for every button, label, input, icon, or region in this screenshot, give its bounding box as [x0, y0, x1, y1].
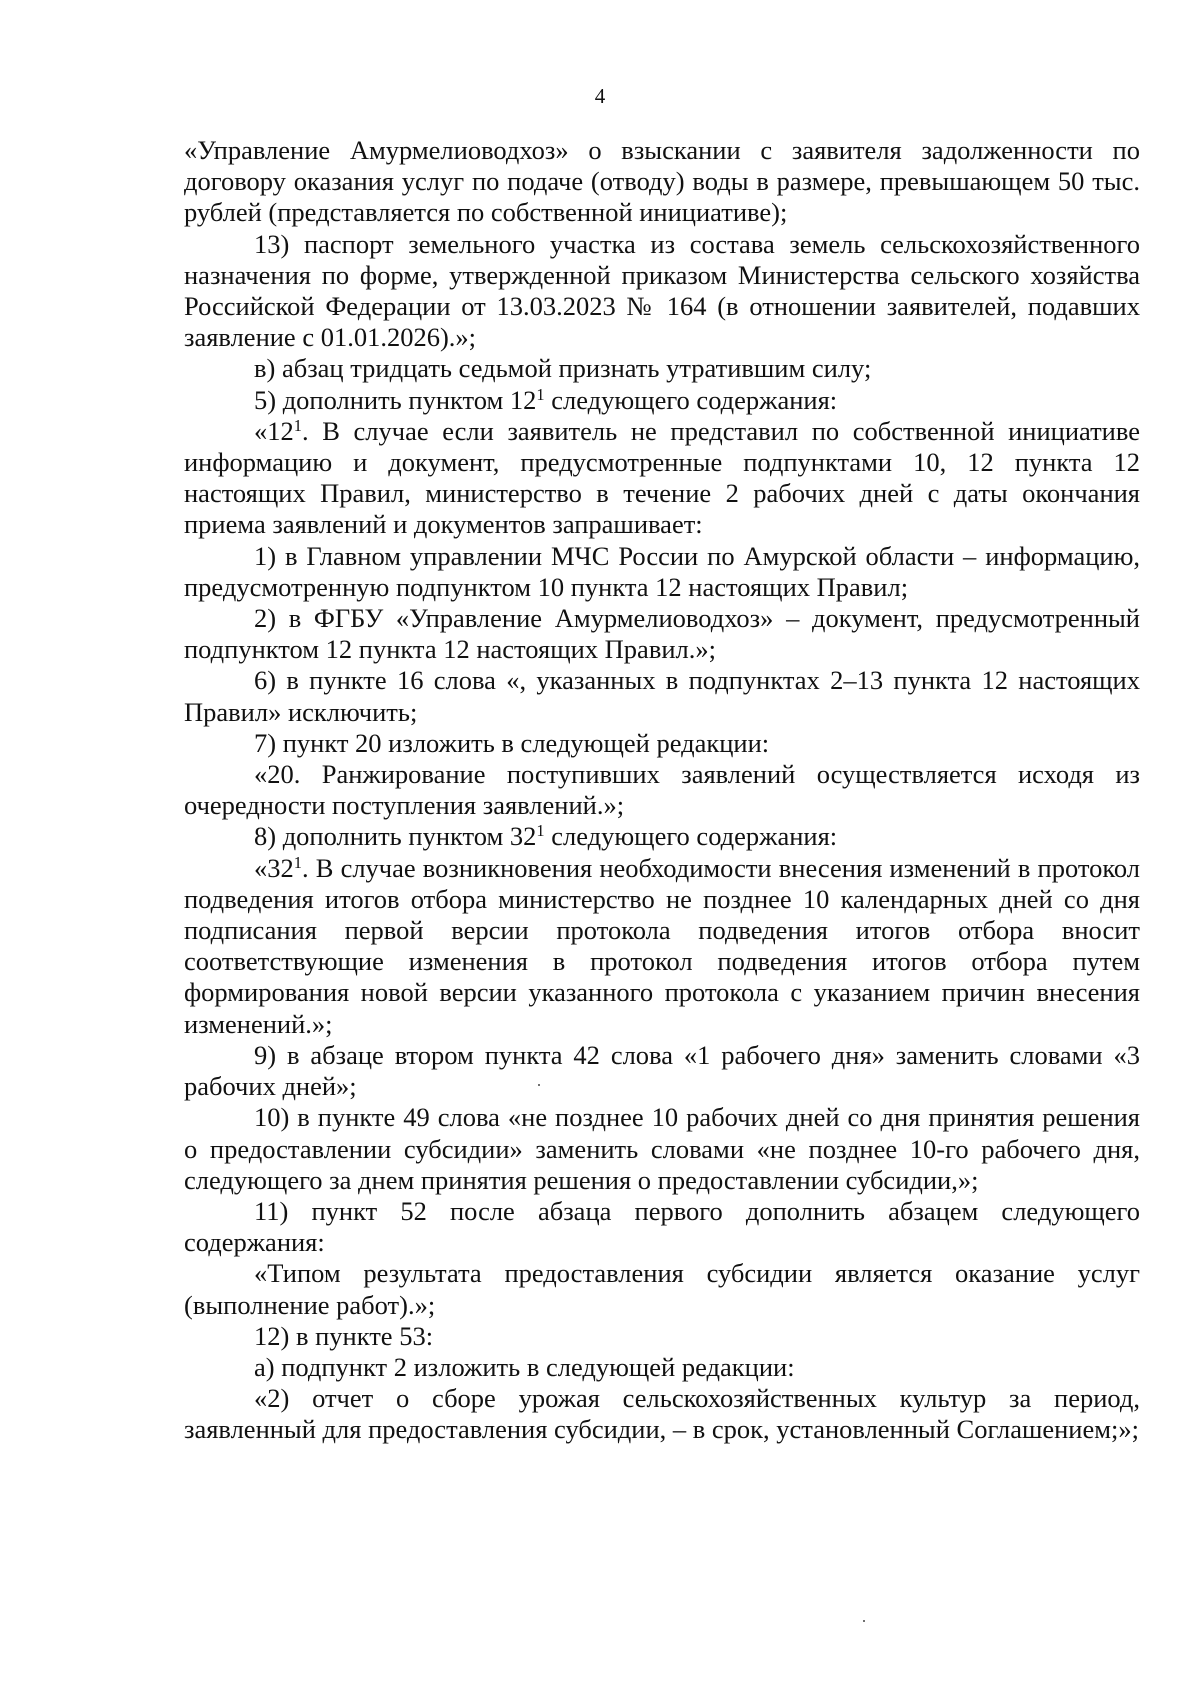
paragraph-item-6: 6) в пункте 16 слова «, указанных в подпунктах 2–13 пункта 12 настоящих Правил» исключить;	[184, 665, 1140, 727]
paragraph-subitem-1: 1) в Главном управлении МЧС России по Амурской области – информацию, предусмотренную подпунктом 10 пункта 12 настоящих Правил;	[184, 540, 1140, 602]
paragraph-item-v: в) абзац тридцать седьмой признать утратившим силу;	[254, 353, 872, 384]
paragraph-item-8: 8) дополнить пунктом $32^1$ следующего содержания:	[254, 821, 838, 852]
paragraph-item-13: 13) паспорт земельного участка из состава земель сельскохозяйственного назначения по форме, утвержденной приказом Министерства сельского хозяйства Российской Федерации от 13.03.2023 № 164 (в отношении заявителей, подавших заявление с 01.01.2026).»;	[184, 228, 1140, 353]
paragraph-item-5: 5) дополнить пунктом $12^1$ следующего содержания:	[254, 384, 838, 415]
paragraph-clause-32-1: «$32^1$. В случае возникновения необходимости внесения изменений в протокол подведения итогов отбора министерство не позднее 10 календарных дней со дня подписания первой версии протокола подведения итогов отбора вносит соответствующие изменения в протокол подведения итогов отбора путем формирования новой версии указанного протокола с указанием причин внесения изменений.»;	[184, 852, 1140, 1039]
paragraph-subitem-2: 2) в ФГБУ «Управление Амурмелиоводхоз» – документ, предусмотренный подпунктом 12 пункта 12 настоящих Правил.»;	[184, 603, 1140, 665]
paragraph-clause-12-1: «$12^1$. В случае если заявитель не представил по собственной инициативе информацию и документ, предусмотренные подпунктами 10, 12 пункта 12 настоящих Правил, министерство в течение 2 рабочих дней с даты окончания приема заявлений и документов запрашивает:	[184, 415, 1140, 540]
document-body	[184, 135, 1140, 1446]
paragraph-item-9: 9) в абзаце втором пункта 42 слова «1 рабочего дня» заменить словами «3 рабочих дней»;	[184, 1039, 1140, 1102]
superscript: 1	[293, 852, 302, 872]
scan-speck	[538, 1084, 540, 1086]
paragraph-item-7: 7) пункт 20 изложить в следующей редакции:	[254, 727, 770, 758]
paragraph-clause-20: «20. Ранжирование поступивших заявлений осуществляется исходя из очередности поступления заявлений.»;	[184, 759, 1140, 821]
paragraph-item-10: 10) в пункте 49 слова «не позднее 10 рабочих дней со дня принятия решения о предоставлении субсидии» заменить словами «не позднее 10-го рабочего дня, следующего за днем принятия решения о предоставлении субсидии,»;	[184, 1102, 1140, 1195]
paragraph-clause-2-report: «2) отчет о сборе урожая сельскохозяйственных культур за период, заявленный для предоставления субсидии, – в срок, установленный Соглашением;»;	[184, 1383, 1140, 1445]
paragraph-item-11: 11) пункт 52 после абзаца первого дополнить абзацем следующего содержания:	[184, 1195, 1140, 1258]
paragraph-subitem-a: а) подпункт 2 изложить в следующей редакции:	[254, 1351, 795, 1382]
page-number: 4	[594, 84, 606, 108]
paragraph-item-12: 12) в пункте 53:	[254, 1320, 434, 1351]
superscript: 1	[293, 415, 302, 435]
superscript: 1	[536, 384, 545, 404]
paragraph-continuation: «Управление Амурмелиоводхоз» о взыскании с заявителя задолженности по договору оказания услуг по подаче (отводу) воды в размере, превышающем 50 тыс. рублей (представляется по собственной инициативе);	[184, 135, 1140, 228]
superscript: 1	[536, 821, 545, 841]
paragraph-clause-result-type: «Типом результата предоставления субсидии является оказание услуг (выполнение работ).»;	[184, 1258, 1140, 1320]
scan-speck	[863, 1620, 865, 1622]
